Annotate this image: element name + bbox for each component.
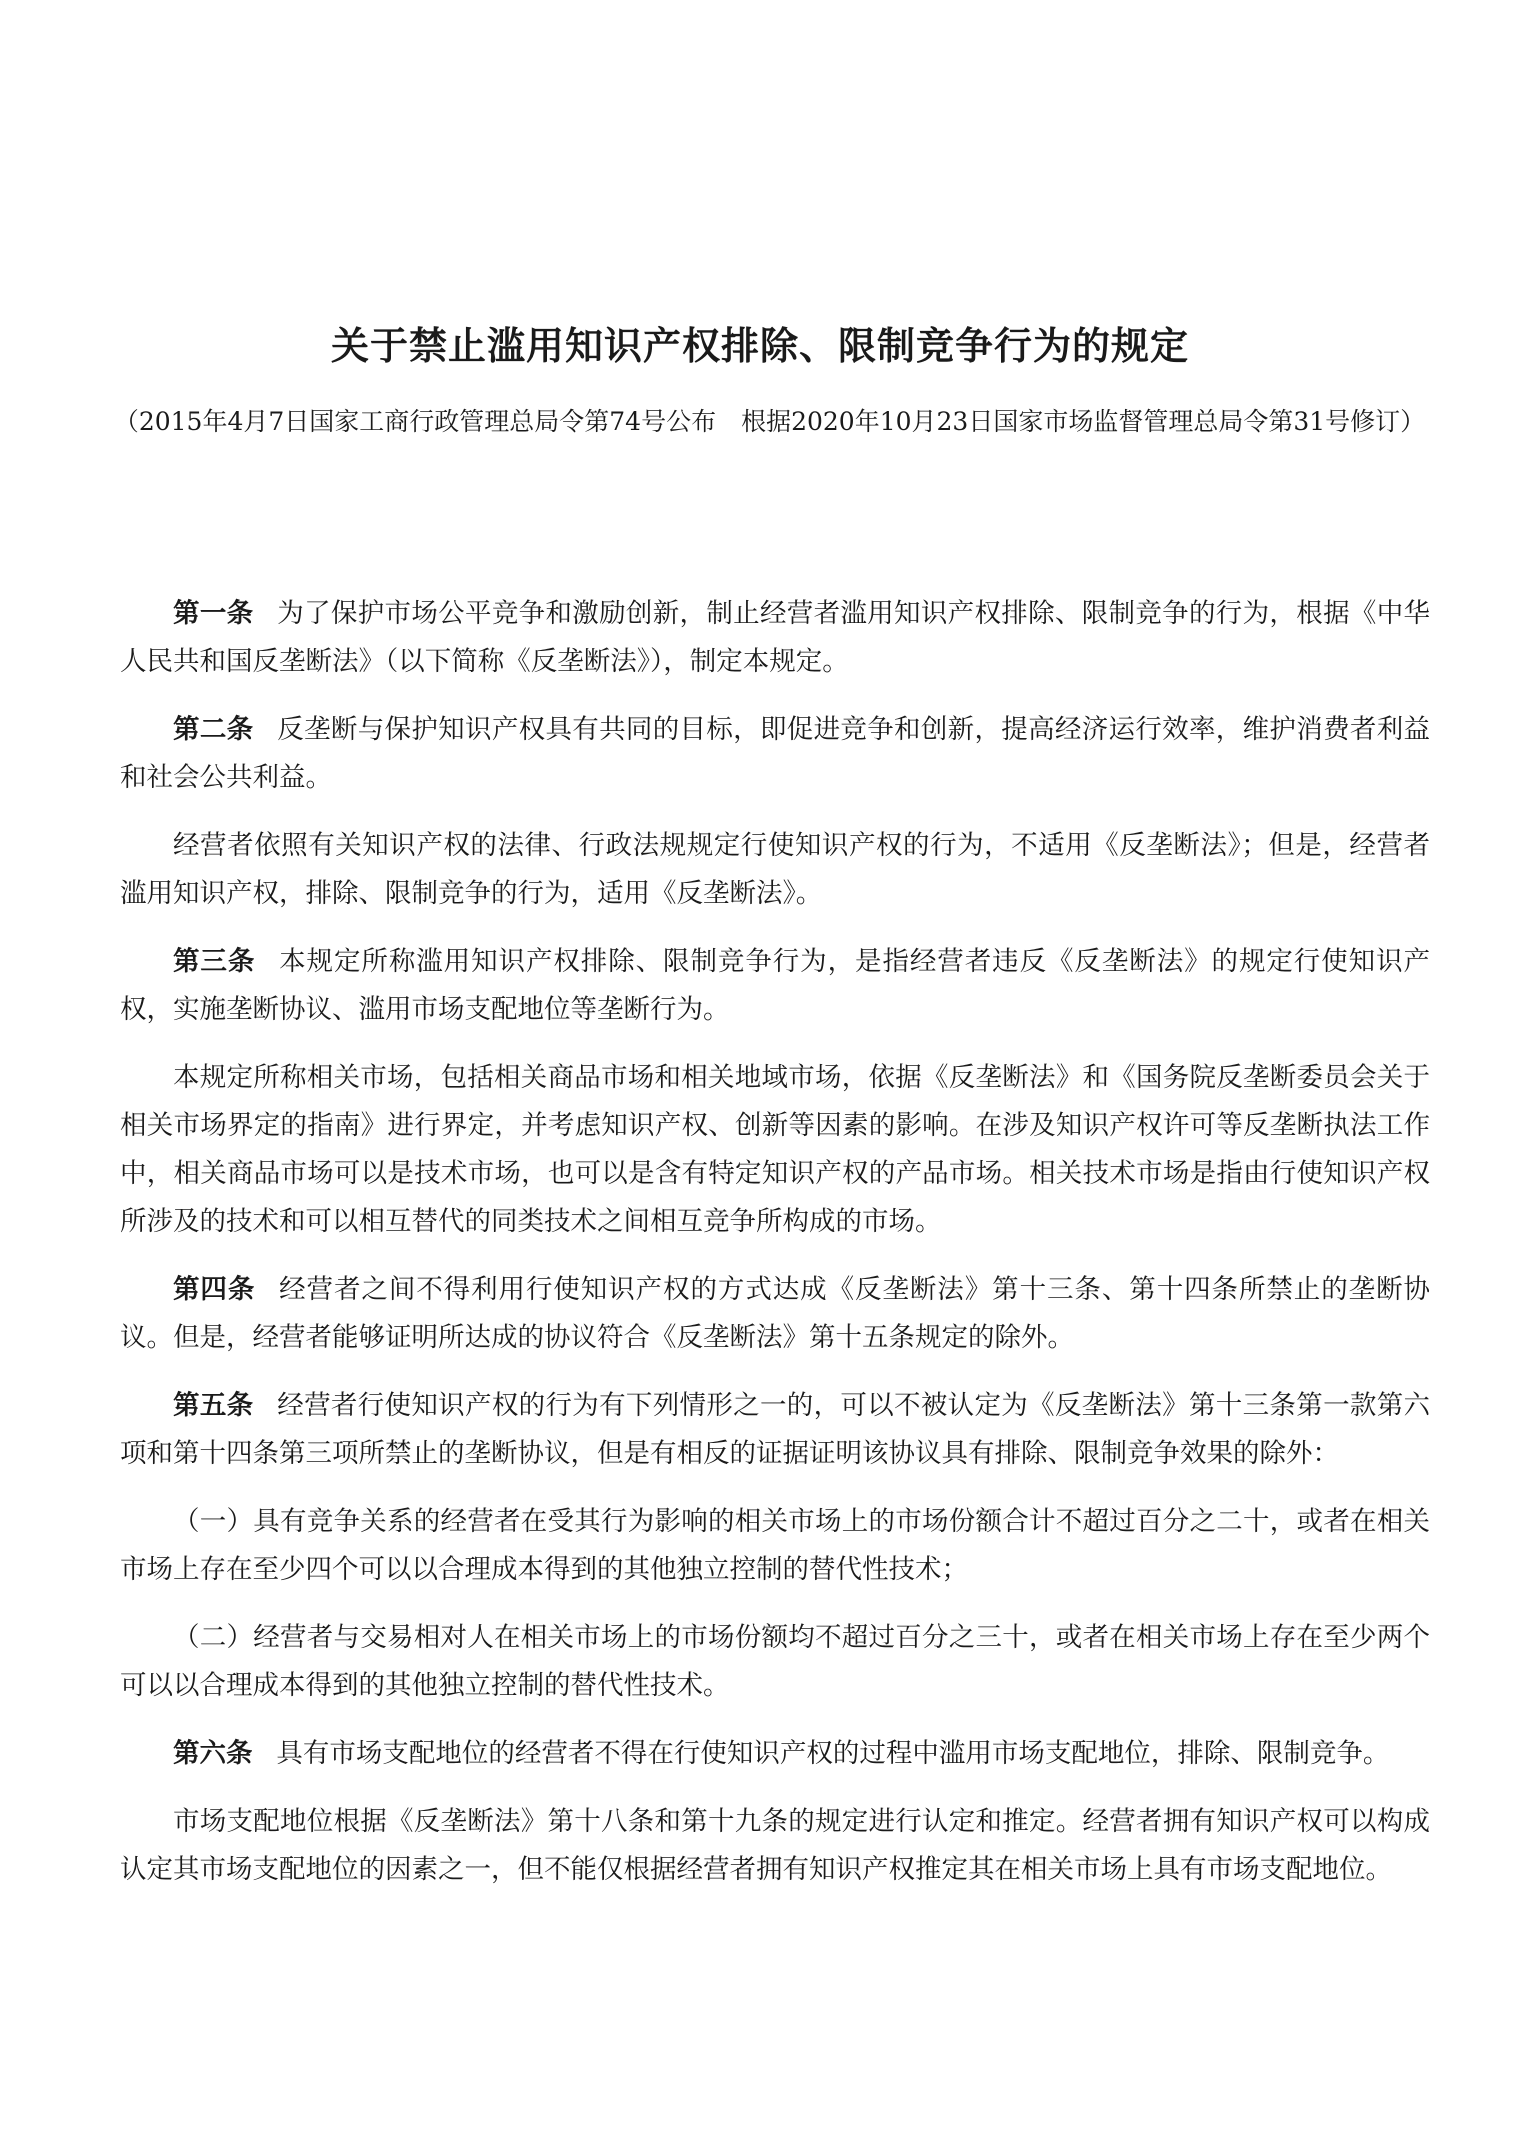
paragraph-text: （一）具有竞争关系的经营者在受其行为影响的相关市场上的市场份额合计不超过百分之二十，或者在相关市场上存在至少四个可以以合理成本得到的其他独立控制的替代性技术；	[120, 1506, 1430, 1585]
paragraph-text: 经营者之间不得利用行使知识产权的方式达成《反垄断法》第十三条、第十四条所禁止的垄断协议。但是，经营者能够证明所达成的协议符合《反垄断法》第十五条规定的除外。	[120, 1274, 1431, 1353]
paragraph-article-5-item-2	[120, 1614, 1430, 1710]
paragraph-article-2-cont	[120, 822, 1430, 918]
paragraph-article-3	[120, 938, 1430, 1034]
paragraph-article-5	[120, 1382, 1430, 1478]
document-body	[120, 590, 1430, 1914]
paragraph-text: （二）经营者与交易相对人在相关市场上的市场份额均不超过百分之三十，或者在相关市场上存在至少两个可以以合理成本得到的其他独立控制的替代性技术。	[120, 1622, 1430, 1701]
article-number: 第六条	[173, 1738, 253, 1769]
paragraph-article-4	[120, 1266, 1430, 1362]
article-number: 第三条	[173, 946, 256, 977]
paragraph-article-2	[120, 706, 1430, 802]
paragraph-article-5-item-1	[120, 1498, 1430, 1594]
paragraph-article-1	[120, 590, 1430, 686]
article-number: 第四条	[173, 1274, 256, 1305]
paragraph-text: 经营者行使知识产权的行为有下列情形之一的，可以不被认定为《反垄断法》第十三条第一款第六项和第十四条第三项所禁止的垄断协议，但是有相反的证据证明该协议具有排除、限制竞争效果的除外：	[120, 1390, 1431, 1469]
paragraph-article-6	[120, 1730, 1430, 1778]
document-title: 关于禁止滥用知识产权排除、限制竞争行为的规定	[330, 323, 1189, 368]
paragraph-text: 本规定所称滥用知识产权排除、限制竞争行为，是指经营者违反《反垄断法》的规定行使知识产权，实施垄断协议、滥用市场支配地位等垄断行为。	[120, 946, 1431, 1025]
paragraph-article-3-cont	[120, 1054, 1430, 1246]
paragraph-text: 反垄断与保护知识产权具有共同的目标，即促进竞争和创新，提高经济运行效率，维护消费者利益和社会公共利益。	[120, 714, 1431, 793]
paragraph-article-6-cont	[120, 1798, 1430, 1894]
article-number: 第二条	[173, 714, 254, 745]
paragraph-text: 市场支配地位根据《反垄断法》第十八条和第十九条的规定进行认定和推定。经营者拥有知识产权可以构成认定其市场支配地位的因素之一，但不能仅根据经营者拥有知识产权推定其在相关市场上具有市场支配地位。	[120, 1806, 1430, 1885]
paragraph-text: 为了保护市场公平竞争和激励创新，制止经营者滥用知识产权排除、限制竞争的行为，根据《中华人民共和国反垄断法》（以下简称《反垄断法》），制定本规定。	[120, 598, 1431, 677]
paragraph-text: 经营者依照有关知识产权的法律、行政法规规定行使知识产权的行为，不适用《反垄断法》；但是，经营者滥用知识产权，排除、限制竞争的行为，适用《反垄断法》。	[120, 830, 1430, 909]
article-number: 第一条	[173, 598, 254, 629]
paragraph-text: 具有市场支配地位的经营者不得在行使知识产权的过程中滥用市场支配地位，排除、限制竞争。	[276, 1738, 1390, 1769]
paragraph-text: 本规定所称相关市场，包括相关商品市场和相关地域市场，依据《反垄断法》和《国务院反垄断委员会关于相关市场界定的指南》进行界定，并考虑知识产权、创新等因素的影响。在涉及知识产权许可等反垄断执法工作中，相关商品市场可以是技术市场，也可以是含有特定知识产权的产品市场。相关技术市场是指由行使知识产权所涉及的技术和可以相互替代的同类技术之间相互竞争所构成的市场。	[120, 1062, 1430, 1237]
article-number: 第五条	[173, 1390, 254, 1421]
document-subtitle: （2015年4月7日国家工商行政管理总局令第74号公布 根据2020年10月23日国家市场监督管理总局令第31号修订）	[113, 407, 1426, 436]
